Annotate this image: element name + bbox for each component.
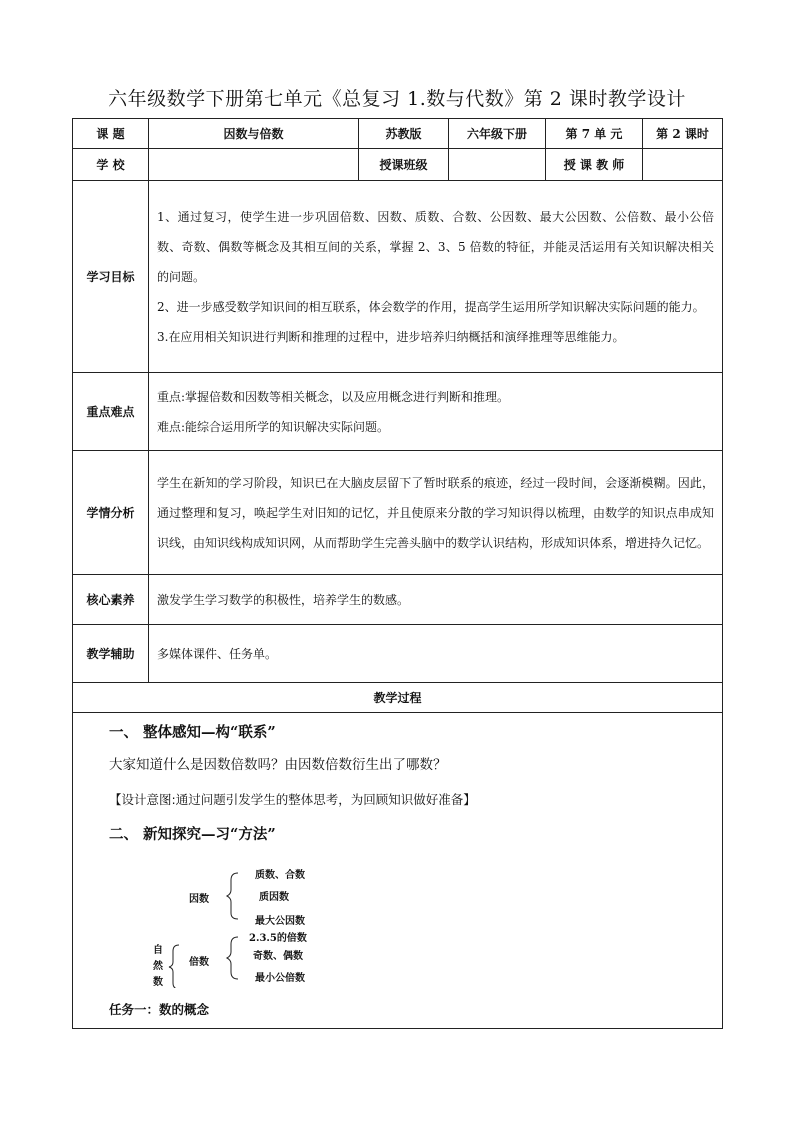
factor-leaf: 质数、合数 [255, 870, 305, 881]
factor-node: 因数 [189, 894, 209, 905]
multiple-brace [227, 937, 238, 979]
teacher-label: 授 课 教 师 [546, 149, 643, 181]
task-one-heading: 任务一：数的概念 [109, 1002, 210, 1017]
analysis-label: 学情分析 [73, 451, 149, 575]
keypoints-content [149, 373, 723, 451]
keypoints-label: 重点难点 [73, 373, 149, 451]
topic-label: 课 题 [73, 119, 149, 149]
school-row [73, 149, 723, 181]
multiple-leaf: 最小公倍数 [255, 973, 305, 984]
multiple-leaf: 奇数、偶数 [253, 951, 303, 962]
header-row [73, 119, 723, 149]
page-title: 六年级数学下册第七单元《总复习 1.数与代数》第 2 课时教学设计 [108, 88, 686, 110]
lesson-number: 第 2 课时 [643, 119, 723, 149]
goal-item: 1、通过复习，使学生进一步巩固倍数、因数、质数、合数、公因数、最大公因数、公倍数、最小公倍数、奇数、偶数等概念及其相互间的关系，掌握 2、3、5 倍数的特征，并能灵活运用有关知识解决相关的问题。 [157, 209, 714, 284]
goal-item: 2、进一步感受数学知识间的相互联系，体会数学的作用，提高学生运用所学知识解决实际问题的能力。 [157, 299, 705, 314]
unit: 第 7 单 元 [546, 119, 643, 149]
process-content [73, 713, 723, 1029]
grade: 六年级下册 [449, 119, 546, 149]
publisher: 苏教版 [359, 119, 449, 149]
topic-value: 因数与倍数 [149, 119, 359, 149]
core-row [73, 575, 723, 625]
analysis-content: 学生在新知的学习阶段，知识已在大脑皮层留下了暂时联系的痕迹，经过一段时间，会逐渐模糊。因此，通过整理和复习，唤起学生对旧知的记忆，并且使原来分散的学习知识得以梳理，由数学的知识点串成知识线，由知识线构成知识网，从而帮助学生完善头脑中的数学认识结构，形成知识体系，增进持久记忆。 [149, 451, 723, 575]
keypoints-row [73, 373, 723, 451]
number-concept-diagram [143, 863, 343, 988]
guiding-question: 大家知道什么是因数倍数吗？由因数倍数衍生出了哪数？ [109, 757, 447, 773]
section-heading-2: 二、 新知探究—习“方法” [109, 826, 276, 843]
school-value[interactable] [149, 149, 359, 181]
root-char: 然 [153, 961, 163, 972]
goal-item: 3.在应用相关知识进行判断和推理的过程中，进步培养归纳概括和演绎推理等思维能力。 [157, 329, 625, 344]
school-label: 学 校 [73, 149, 149, 181]
aids-content: 多媒体课件、任务单。 [149, 625, 723, 683]
process-row [73, 713, 723, 1029]
multiple-leaf: 2.3.5的倍数 [249, 933, 307, 944]
root-char: 数 [153, 977, 163, 988]
aids-label: 教学辅助 [73, 625, 149, 683]
analysis-row [73, 451, 723, 575]
keypoint-item: 重点:掌握倍数和因数等相关概念，以及应用概念进行判断和推理。 [157, 389, 510, 404]
factor-leaf: 质因数 [259, 892, 289, 903]
core-label: 核心素养 [73, 575, 149, 625]
diagram-braces [143, 863, 343, 988]
section-heading-1: 一、 整体感知—构“联系” [109, 724, 276, 741]
multiple-node: 倍数 [189, 957, 209, 968]
class-label: 授课班级 [359, 149, 449, 181]
teacher-value[interactable] [643, 149, 723, 181]
process-label: 教学过程 [73, 683, 723, 713]
goals-content [149, 181, 723, 373]
process-header-row [73, 683, 723, 713]
goals-label: 学习目标 [73, 181, 149, 373]
aids-row [73, 625, 723, 683]
goals-row [73, 181, 723, 373]
keypoint-item: 难点:能综合运用所学的知识解决实际问题。 [157, 419, 390, 434]
factor-brace [227, 873, 238, 919]
lesson-plan-table [72, 118, 723, 1029]
core-content: 激发学生学习数学的积极性，培养学生的数感。 [149, 575, 723, 625]
root-brace [169, 945, 179, 988]
factor-leaf: 最大公因数 [255, 916, 305, 927]
design-intent-note: 【设计意图:通过问题引发学生的整体思考，为回顾知识做好准备】 [109, 792, 476, 807]
root-char: 自 [153, 945, 163, 956]
class-value[interactable] [449, 149, 546, 181]
